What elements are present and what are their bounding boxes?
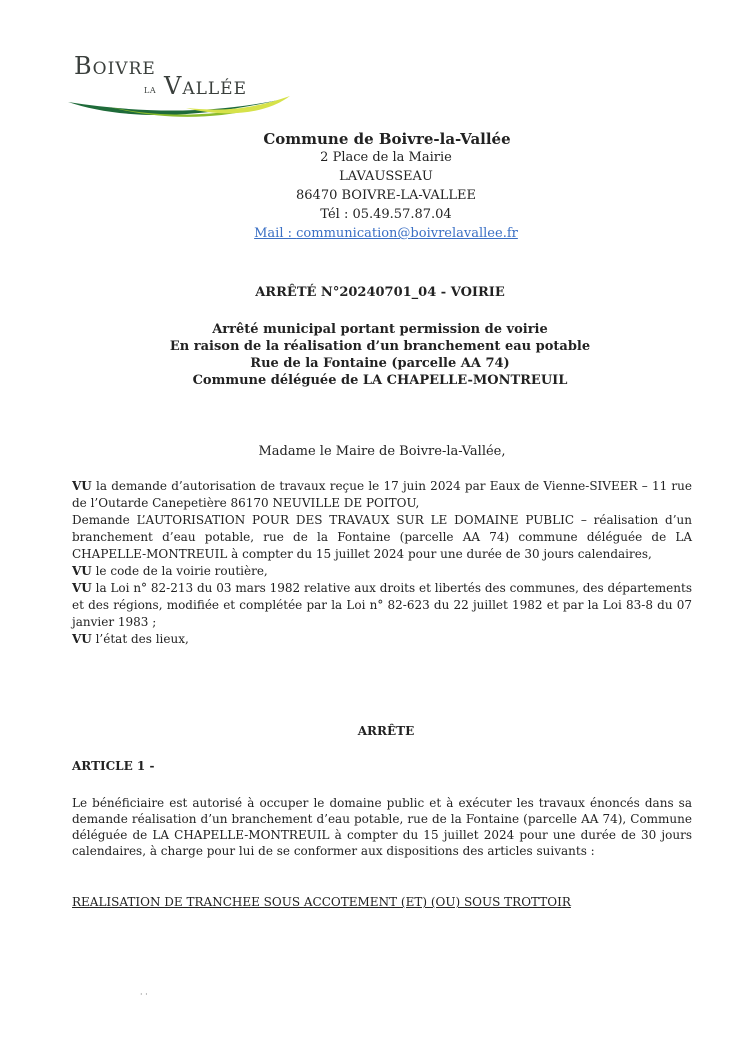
title-line-3: Rue de la Fontaine (parcelle AA 74): [250, 356, 510, 371]
commune-header: [0, 130, 744, 243]
title-line-4: Commune déléguée de LA CHAPELLE-MONTREUIL: [192, 373, 568, 388]
logo-word-la: la: [144, 82, 157, 96]
commune-logo: [66, 50, 296, 130]
article-1-body: Le bénéficiaire est autorisé à occuper le domaine public et à exécuter les travaux énoncés dans sa demande réalisation d’un branchement d’eau potable, rue de la Fontaine (parcelle AA 74), Commune déléguée de LA CHAPELLE-MONTREUIL à compter du 15 juillet 2024 pour une durée de 30 jours calendaires, à charge pour lui de se conformer aux dispositions des articles suivants :: [72, 796, 692, 858]
arrete-number: ARRÊTÉ N°20240701_04 - VOIRIE: [255, 285, 505, 300]
considerant-autorisation: Demande L’AUTORISATION POUR DES TRAVAUX SUR LE DOMAINE PUBLIC – réalisation d’un branchement d’eau potable, rue de la Fontaine (parcelle AA 74) commune déléguée de LA CHAPELLE-MONTREUIL à compter du 15 juillet 2024 pour une durée de 30 jours calendaires,: [72, 513, 692, 561]
title-line-1: Arrêté municipal portant permission de voirie: [212, 322, 548, 337]
mail-link[interactable]: communication@boivrelavallee.fr: [296, 226, 518, 241]
considerant-etat-lieux: VU l’état des lieux,: [72, 632, 189, 646]
considerants-block: [72, 478, 692, 648]
mail-line: [28, 224, 744, 243]
vu-keyword: VU: [72, 581, 92, 595]
vu-keyword: VU: [72, 479, 92, 493]
vu-keyword: VU: [72, 564, 92, 578]
logo-swoosh-icon: [66, 88, 296, 124]
considerant-demande: VU la demande d’autorisation de travaux reçue le 17 juin 2024 par Eaux de Vienne-SIVEER – 11 rue de l’Outarde Canepetière 86170 NEUVILLE DE POITOU,: [72, 479, 692, 510]
address-line-3: 86470 BOIVRE-LA-VALLEE: [296, 188, 476, 203]
arrete-heading: ARRÊTE: [357, 724, 415, 738]
vu-keyword: VU: [72, 632, 92, 646]
arrete-title: [8, 321, 744, 389]
mail-label: Mail :: [254, 226, 297, 241]
article-1-heading: ARTICLE 1 -: [72, 759, 155, 773]
address-line-1: 2 Place de la Mairie: [320, 150, 452, 165]
logo-word-boivre: Boivre: [74, 52, 156, 80]
maire-salutation: Madame le Maire de Boivre-la-Vallée,: [258, 444, 506, 459]
considerant-code-voirie: VU le code de la voirie routière,: [72, 564, 268, 578]
scan-speck: · ·: [140, 990, 148, 999]
phone-number: Tél : 05.49.57.87.04: [320, 207, 452, 222]
logo-word-vallee: Vallée: [164, 72, 248, 100]
commune-name: Commune de Boivre-la-Vallée: [263, 130, 511, 148]
considerant-loi: VU la Loi n° 82-213 du 03 mars 1982 relative aux droits et libertés des communes, des départements et des régions, modifiée et complétée par la Loi n° 82-623 du 22 juillet 1982 et par la Loi 83-8 du 07 janvier 1983 ;: [72, 581, 692, 629]
address-line-2: LAVAUSSEAU: [339, 169, 433, 184]
title-line-2: En raison de la réalisation d’un branchement eau potable: [169, 339, 591, 354]
tranchee-subheading: REALISATION DE TRANCHEE SOUS ACCOTEMENT (ET) (OU) SOUS TROTTOIR: [72, 895, 571, 909]
